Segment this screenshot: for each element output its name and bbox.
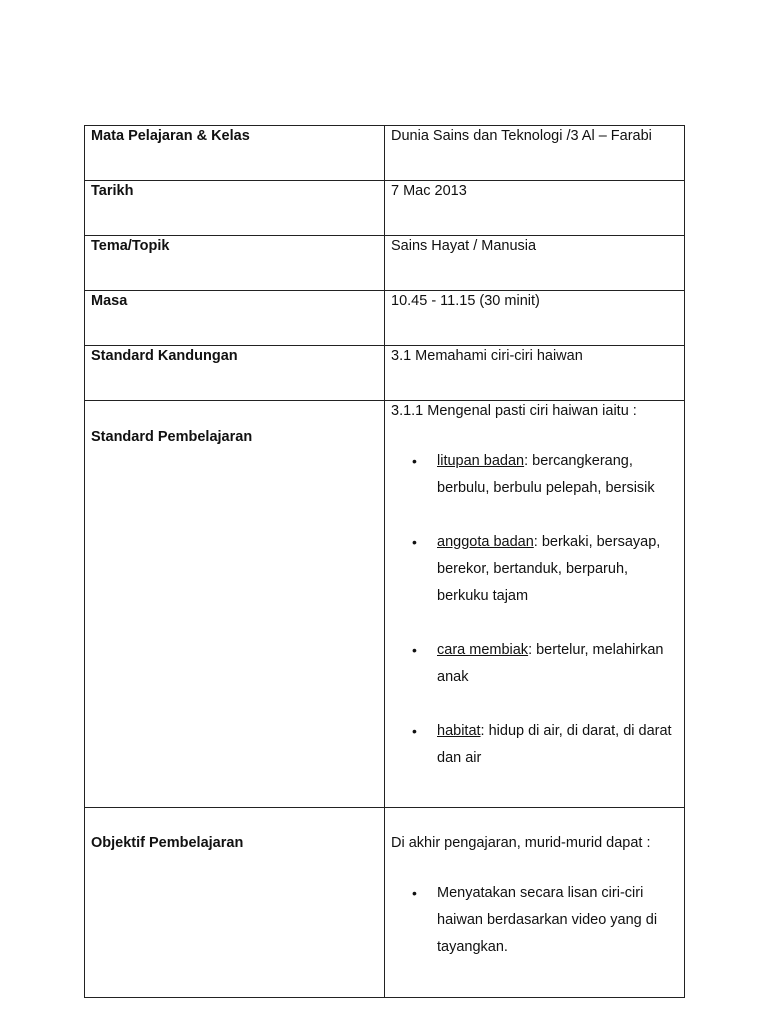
standard-pembelajaran-intro: 3.1.1 Mengenal pasti ciri haiwan iaitu : [391,403,637,419]
row-label [85,126,385,181]
row-value-text: 7 Mac 2013 [391,183,467,199]
row-value [385,346,685,401]
row-label [85,808,385,998]
list-item [391,880,678,961]
row-label [85,181,385,236]
list-item [391,448,678,502]
objektif-list [391,880,678,961]
row-value [385,236,685,291]
row-label [85,346,385,401]
item-text: : bertelur, melahirkan anak [437,642,664,685]
row-value-text: Sains Hayat / Manusia [391,238,537,254]
row-masa [85,291,685,346]
row-label-text: Tema/Topik [91,238,170,254]
row-value [385,181,685,236]
row-value-text: Dunia Sains dan Teknologi /3 Al – Farabi [391,128,652,144]
row-standard-pembelajaran [85,401,685,808]
item-text: : bercangkerang, berbulu, berbulu pelepah, bersisik [437,453,655,496]
row-value [385,401,685,808]
row-tarikh [85,181,685,236]
row-label-text: Tarikh [91,183,134,199]
row-objektif-pembelajaran [85,808,685,998]
row-label-text: Standard Pembelajaran [91,429,253,445]
row-standard-kandungan [85,346,685,401]
row-value [385,291,685,346]
item-term: habitat [437,723,481,739]
row-label [85,291,385,346]
lesson-plan-table [84,125,685,998]
item-term: anggota badan [437,534,534,550]
standard-pembelajaran-list [391,448,678,772]
row-value [385,126,685,181]
row-label-text: Masa [91,293,128,309]
row-label [85,236,385,291]
row-value-text: 10.45 - 11.15 (30 minit) [391,293,540,309]
list-item [391,637,678,691]
row-label-text: Standard Kandungan [91,348,238,364]
objektif-intro: Di akhir pengajaran, murid-murid dapat : [391,835,651,851]
row-label-text: Mata Pelajaran & Kelas [91,128,250,144]
row-label-text: Objektif Pembelajaran [91,835,244,851]
row-tema-topik [85,236,685,291]
row-value-text: 3.1 Memahami ciri-ciri haiwan [391,348,583,364]
row-value [385,808,685,998]
row-mata-pelajaran [85,126,685,181]
list-item [391,529,678,610]
item-text: : hidup di air, di darat, di darat dan air [437,723,672,766]
item-text: Menyatakan secara lisan ciri-ciri haiwan berdasarkan video yang di tayangkan. [437,885,658,955]
row-label [85,401,385,808]
item-term: cara membiak [437,642,529,658]
list-item [391,718,678,772]
item-term: litupan badan [437,453,525,469]
item-text: : berkaki, bersayap, berekor, bertanduk, berparuh, berkuku tajam [437,534,661,604]
